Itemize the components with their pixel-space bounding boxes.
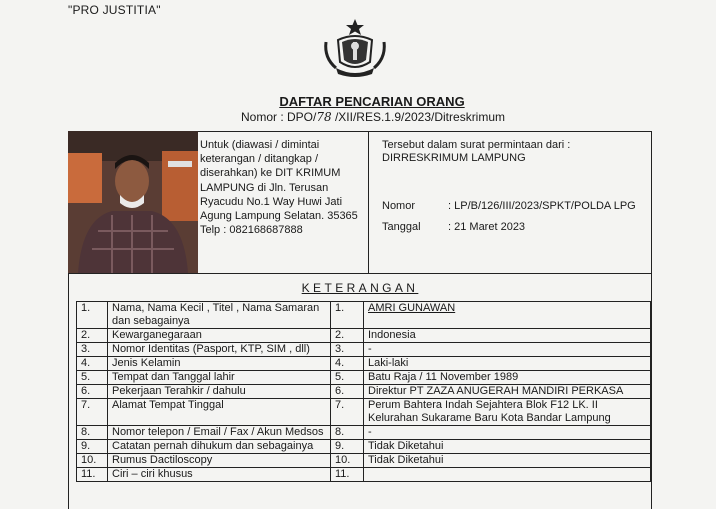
info-divider xyxy=(368,131,369,274)
table-row: 5. Tempat dan Tanggal lahir 5. Batu Raja / 11 November 1989 xyxy=(77,371,651,385)
details-table xyxy=(76,301,651,482)
destination-instructions: Untuk (diawasi / dimintai keterangan / ditangkap / diserahkan) ke DIT KRIMUM LAMPUNG di Jln. Terusan Ryacudu No.1 Way Huwi Jati Agung Lampung Selatan. 35365 Telp : 082168687888 xyxy=(200,139,358,237)
table-row: 7. Alamat Tempat Tinggal 7. Perum Bahtera Indah Sejahtera Blok F12 LK. II Kelurahan Sukarame Baru Kota Bandar Lampung xyxy=(77,399,651,426)
police-emblem-icon xyxy=(322,18,388,78)
table-row: 3. Nomor Identitas (Pasport, KTP, SIM , dll) 3. - xyxy=(77,343,651,357)
table-row: 4. Jenis Kelamin 4. Laki-laki xyxy=(77,357,651,371)
table-row: 6. Pekerjaan Terahkir / dahulu 6. Direktur PT ZAZA ANUGERAH MANDIRI PERKASA xyxy=(77,385,651,399)
table-row: 1. Nama, Nama Kecil , Titel , Nama Samaran dan sebagainya 1. AMRI GUNAWAN xyxy=(77,302,651,329)
pro-justitia-note: "PRO JUSTITIA" xyxy=(68,3,161,17)
table-row: 2. Kewarganegaraan 2. Indonesia xyxy=(77,329,651,343)
report-number-row: Nomor : LP/B/126/III/2023/SPKT/POLDA LPG xyxy=(382,200,636,212)
report-date-row: Tanggal : 21 Maret 2023 xyxy=(382,221,526,233)
document-number: Nomor : DPO/78 /XII/RES.1.9/2023/Ditreskrimum xyxy=(240,110,506,124)
document-title: DAFTAR PENCARIAN ORANG xyxy=(279,94,465,109)
table-row: 11. Ciri – ciri khusus 11. xyxy=(77,468,651,482)
keterangan-heading: KETERANGAN xyxy=(301,281,419,295)
table-row: 10. Rumus Dactiloscopy 10. Tidak Diketahui xyxy=(77,454,651,468)
table-row: 9. Catatan pernah dihukum dan sebagainya 9. Tidak Diketahui xyxy=(77,440,651,454)
request-source: Tersebut dalam surat permintaan dari : DIRRESKRIMUM LAMPUNG xyxy=(382,139,571,164)
suspect-photo xyxy=(68,131,198,273)
table-row: 8. Nomor telepon / Email / Fax / Akun Medsos 8. - xyxy=(77,426,651,440)
